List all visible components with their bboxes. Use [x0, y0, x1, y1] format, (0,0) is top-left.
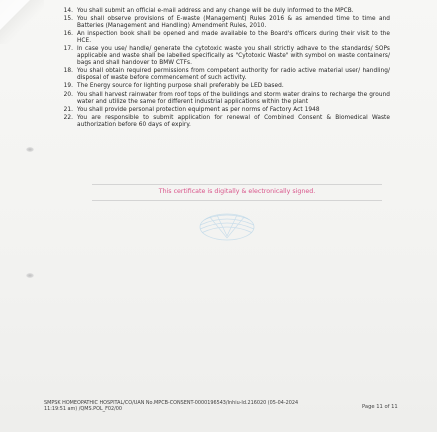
- condition-text: You shall submit an official e-mail address and any change will be duly informed to the MPCB.: [77, 8, 354, 14]
- condition-item: [56, 68, 390, 82]
- footer-reference-line1: SMPSK HOMEOPATHIC HOSPITAL/CO/UAN No.MPCB-CONSENT-0000196543/Inhiu-Id.216020 (05-04-2024: [44, 400, 299, 406]
- board-seal-watermark-icon: [197, 212, 257, 242]
- condition-item: [56, 16, 390, 30]
- conditions-list: [56, 8, 390, 130]
- condition-number: 14.: [63, 8, 73, 14]
- condition-number: 15.: [63, 16, 73, 23]
- punch-hole-top: [26, 147, 34, 152]
- signature-rule-top: [92, 184, 382, 185]
- condition-text: You are responsible to submit application for renewal of Combined Consent & Biomedical Waste authorization before 60 days of expiry.: [77, 115, 390, 128]
- condition-text: You shall harvest rainwater from roof tops of the buildings and storm water drains to recharge the ground water and utilize the same for different industrial applications within the plant: [77, 91, 390, 105]
- signature-rule-bottom: [92, 200, 382, 201]
- condition-number: 17.: [63, 46, 73, 53]
- condition-text: You shall obtain required permissions from competent authority for radio active material user/ handling/ disposal of waste before commencement of such activity.: [77, 68, 390, 82]
- condition-item: [56, 46, 390, 66]
- footer-reference-line2: 11:19:51 am) /QMS.POL_F02/00: [44, 406, 122, 412]
- condition-text: An inspection book shall be opened and made available to the Board's officers during their visit to the HCE.: [77, 31, 390, 45]
- condition-item: [56, 8, 390, 15]
- condition-item: [56, 92, 390, 106]
- condition-text: In case you use/ handle/ generate the cytotoxic waste you shall strictly adhave to the standards/ SOPs applicable and waste shall be labelled specifically as "Cytotoxic Waste" with symbol on waste containers/ bags and shall handover to BMW CTFs.: [77, 46, 390, 67]
- condition-number: 22.: [63, 115, 73, 122]
- condition-item: [56, 83, 390, 90]
- punch-hole-bottom: [26, 273, 34, 278]
- page-fold-corner: [0, 0, 30, 30]
- condition-item: [56, 115, 390, 129]
- condition-number: 19.: [63, 83, 73, 90]
- digital-signature-note: This certificate is digitally & electronically signed.: [158, 188, 316, 195]
- condition-item: [56, 107, 390, 114]
- condition-number: 18.: [63, 68, 73, 75]
- condition-number: 21.: [63, 106, 73, 113]
- page-number: Page 11 of 11: [362, 404, 398, 410]
- condition-number: 16.: [63, 31, 73, 38]
- condition-number: 20.: [63, 91, 73, 98]
- condition-text: You shall observe provisions of E-waste (Management) Rules 2016 & as amended time to time and Batteries (Management and Handling) Amendment Rules, 2010.: [77, 16, 390, 30]
- condition-text: You shall provide personal protection equipment as per norms of Factory Act 1948: [77, 106, 320, 113]
- condition-item: [56, 31, 390, 45]
- footer-reference: [44, 400, 344, 412]
- condition-text: The Energy source for lighting purpose shall preferably be LED based.: [77, 83, 284, 90]
